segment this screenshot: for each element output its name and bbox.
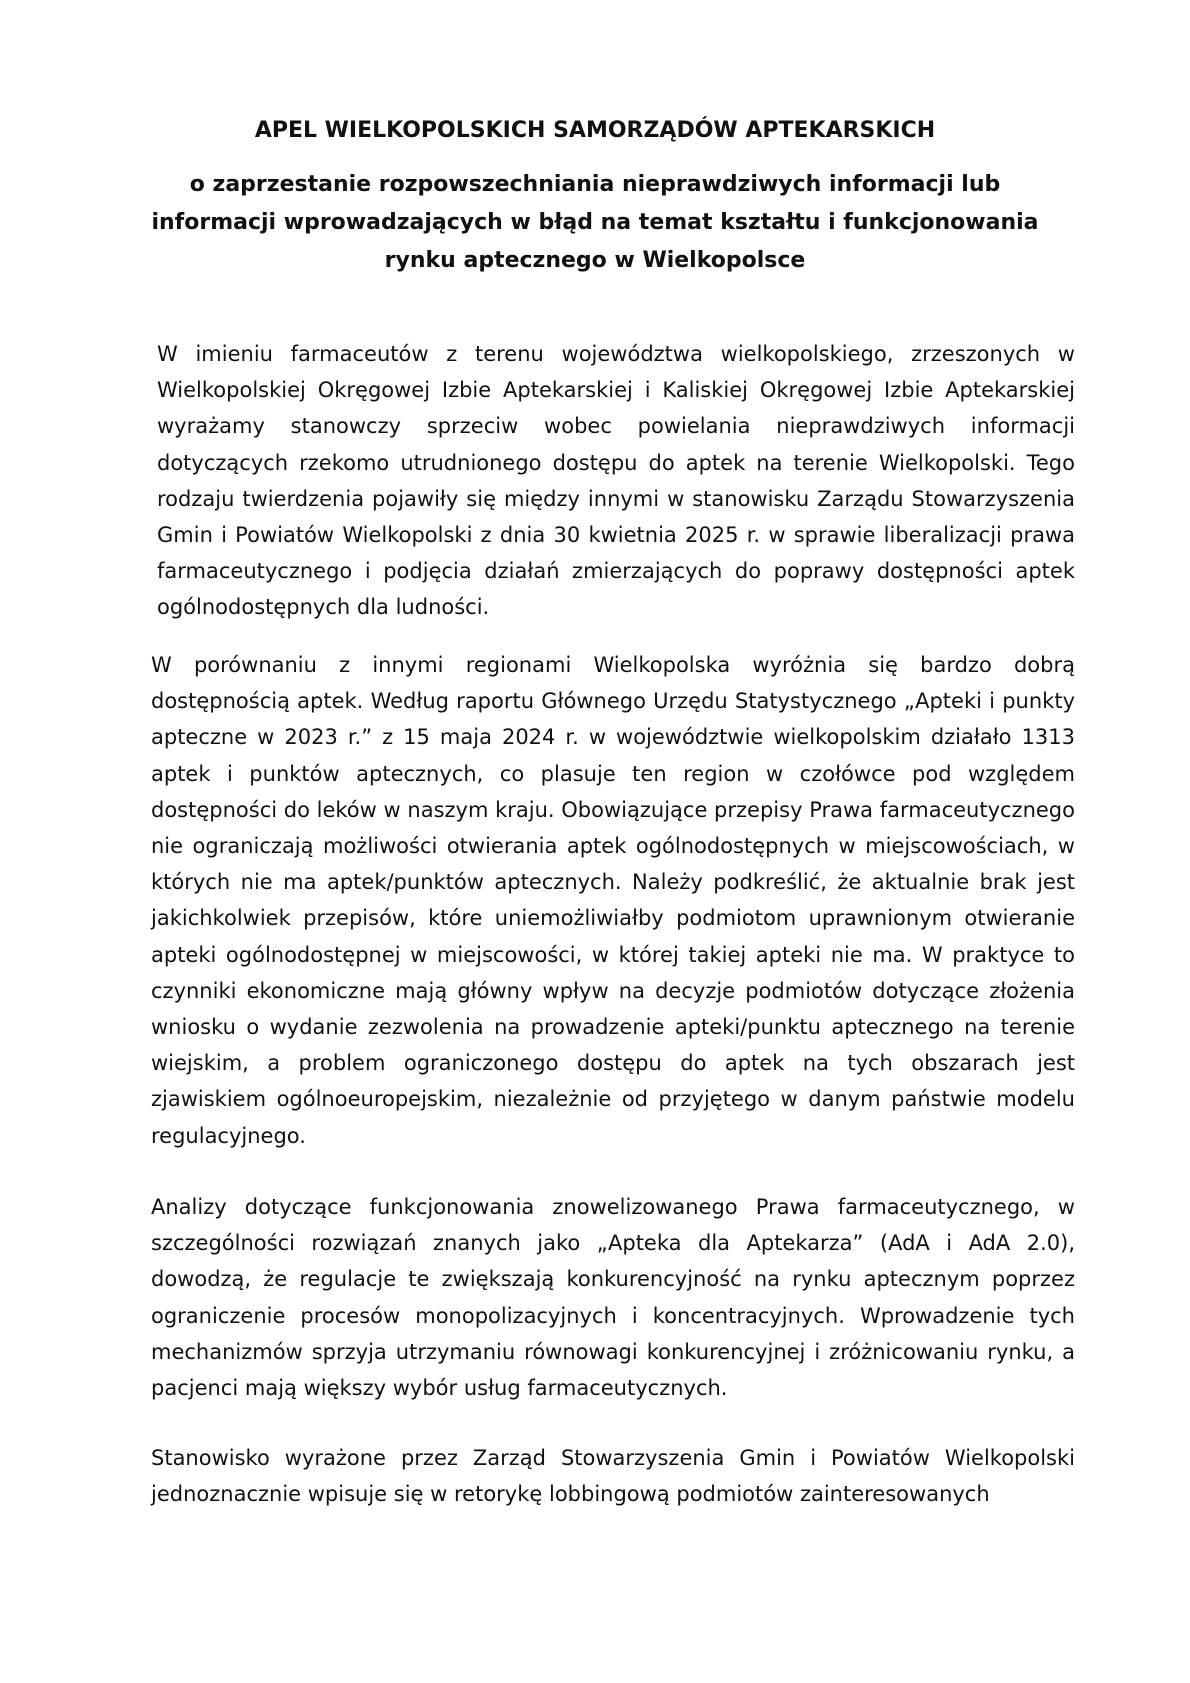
- paragraph-2: W porównaniu z innymi regionami Wielkopolska wyróżnia się bardzo dobrą dostępnością aptek. Według raportu Głównego Urzędu Statystycznego „Apteki i punkty apteczne w 2023 r.” z 15 maja 2024 r. w województwie wielkopolskim działało 1313 aptek i punktów aptecznych, co plasuje ten region w czołówce pod względem dostępności do leków w naszym kraju. Obowiązujące przepisy Prawa farmaceutycznego nie ograniczają możliwości otwierania aptek ogólnodostępnych w miejscowościach, w których nie ma aptek/punktów aptecznych. Należy podkreślić, że aktualnie brak jest jakichkolwiek przepisów, które uniemożliwiałby podmiotom uprawnionym otwieranie apteki ogólnodostępnej w miejscowości, w której takiej apteki nie ma. W praktyce to czynniki ekonomiczne mają główny wpływ na decyzje podmiotów dotyczące złożenia wniosku o wydanie zezwolenia na prowadzenie apteki/punktu aptecznego na terenie wiejskim, a problem ograniczonego dostępu do aptek na tych obszarach jest zjawiskiem ogólnoeuropejskim, niezależnie od przyjętego w danym państwie modelu regulacyjnego.: [151, 653, 1075, 1148]
- document-title: APEL WIELKOPOLSKICH SAMORZĄDÓW APTEKARSKICH: [254, 118, 936, 143]
- paragraph-1: W imieniu farmaceutów z terenu województwa wielkopolskiego, zrzeszonych w Wielkopolskiej Okręgowej Izbie Aptekarskiej i Kaliskiej Okręgowej Izbie Aptekarskiej wyrażamy stanowczy sprzeciw wobec powielania nieprawdziwych informacji dotyczących rzekomo utrudnionego dostępu do aptek na terenie Wielkopolski. Tego rodzaju twierdzenia pojawiły się między innymi w stanowisku Zarządu Stowarzyszenia Gmin i Powiatów Wielkopolski z dnia 30 kwietnia 2025 r. w sprawie liberalizacji prawa farmaceutycznego i podjęcia działań zmierzających do poprawy dostępności aptek ogólnodostępnych dla ludności.: [157, 342, 1075, 620]
- paragraph-3: Analizy dotyczące funkcjonowania znowelizowanego Prawa farmaceutycznego, w szczególności rozwiązań znanych jako „Apteka dla Aptekarza” (AdA i AdA 2.0), dowodzą, że regulacje te zwiększają konkurencyjność na rynku aptecznym poprzez ograniczenie procesów monopolizacyjnych i koncentracyjnych. Wprowadzenie tych mechanizmów sprzyja utrzymaniu równowagi konkurencyjnej i zróżnicowaniu rynku, a pacjenci mają większy wybór usług farmaceutycznych.: [151, 1195, 1075, 1401]
- paragraph-4: Stanowisko wyrażone przez Zarząd Stowarzyszenia Gmin i Powiatów Wielkopolski jednoznacznie wpisuje się w retorykę lobbingową podmiotów zainteresowanych: [151, 1446, 1075, 1507]
- document-subtitle: o zaprzestanie rozpowszechniania nieprawdziwych informacji lub informacji wprowadzających w błąd na temat kształtu i funkcjonowania rynku aptecznego w Wielkopolsce: [151, 172, 1039, 273]
